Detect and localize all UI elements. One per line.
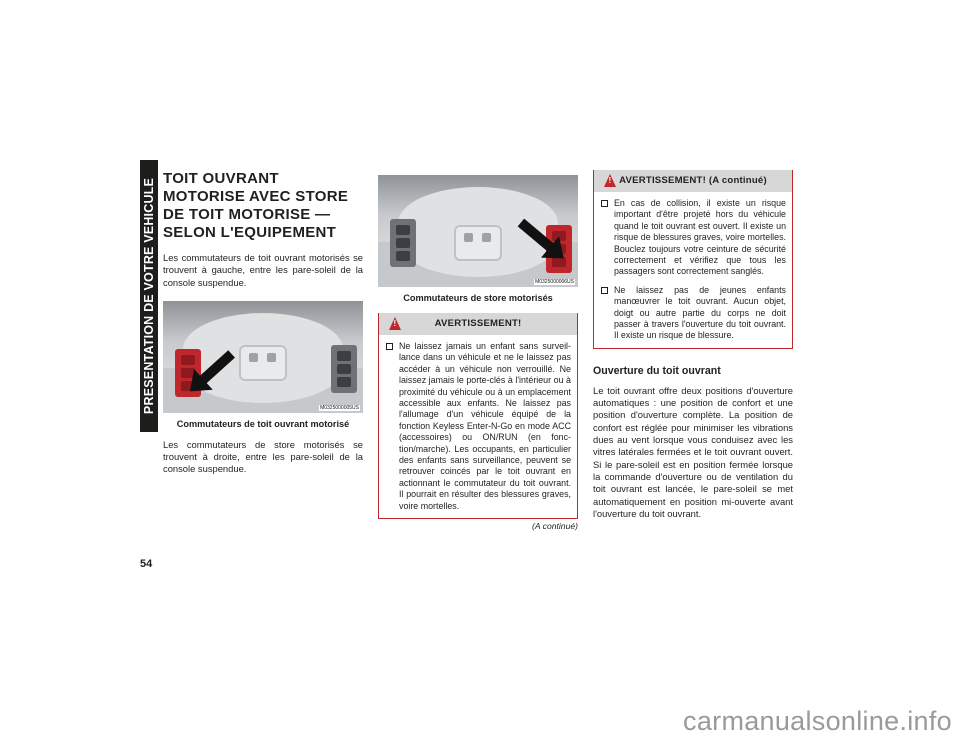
paragraph-sunroof-opening: Le toit ouvrant offre deux positions d'ouverture automatiques : une position de confort et une position d'ouverture complète. La position de confort est réglée pour minimiser les vibrations dues au vent lorsque vous conduisez avec les vitres latérales fermées et le toit ouvrant ouvert. Si le pare-soleil est en position fermée lorsque la commande d'ouverture ou de ventilation du toit ouvrant est lancée, le pare-soleil se met automatiquement en position mi-ouverte avant l'ouverture du toit ouvrant. [593,384,793,519]
figure-caption: Commutateurs de store motorisés [403,293,553,303]
warning-item: En cas de collision, il existe un risque important d'être projeté hors du véhicule quand le toit ouvrant est ouvert. Il existe un risque de blessures graves, voire mortelles. Bouclez toujours votre ceinture de sécurité correctement et vérifiez que tous les passagers sont correctement sanglés. [600,198,786,278]
warning-item: Ne laissez jamais un enfant sans surveillance dans un véhicule et ne le laissez pas accéder à un véhicule non verrouillé. Ne laissez jamais le porte-clés à l'intérieur ou à proximité du véhicule ou à un emplacement accessible aux enfants. Ne laissez pas l'allumage d'un véhicule équipé de la fonction Keyless Enter-N-Go en mode ACC (accessoires) ou ON/RUN (en fonction/marche). Les occupants, en particulier des enfants sans surveillance, peuvent se retrouver coincés par le toit ouvrant en actionnant le commutateur du toit ouvrant. Il pourrait en résulter des blessures graves, voire mortelles. [385,341,571,512]
warning-title: AVERTISSEMENT! [434,318,522,329]
shade-switches-photo [378,175,578,287]
paragraph-sunroof-switches: Les commutateurs de toit ouvrant motorisés se trouvent à gauche, entre les pare-soleil de la console suspendue. [163,252,363,288]
column-2 [378,175,578,531]
figure-code: M0325000006US [535,279,574,285]
continued-note: (A continué) [531,521,578,532]
checkbox-bullet-icon [601,287,608,294]
column-3 [593,170,793,520]
page-number: 54 [140,558,153,570]
subheading-sunroof-opening: Ouverture du toit ouvrant [593,364,721,377]
warning-header [379,313,577,335]
warning-title: AVERTISSEMENT! (A continué) [619,175,767,186]
checkbox-bullet-icon [601,200,608,207]
warning-box-continued [593,170,793,349]
sunroof-switches-photo [163,301,363,413]
paragraph-shade-switches: Les commutateurs de store motorisés se trouvent à droite, entre les pare-soleil de la console suspendue. [163,438,363,475]
watermark-link[interactable]: carmanualsonline.info [683,706,952,736]
warning-item: Ne laissez pas de jeunes enfants manœuvrer le toit ouvrant. Aucun objet, doigt ou autre partie du corps ne doit passer à travers l'ouverture du toit ouvrant. Il existe un risque de blessure. [600,285,786,342]
warning-box [378,313,578,519]
checkbox-bullet-icon [386,343,393,350]
section-title: TOIT OUVRANT MOTORISE AVEC STORE DE TOIT MOTORISE — SELON L'EQUIPEMENT [163,170,349,241]
section-side-tab [140,160,158,432]
section-side-tab-label: PRESENTATION DE VOTRE VEHICULE [142,177,156,415]
figure-caption: Commutateurs de toit ouvrant motorisé [176,418,350,429]
figure-code: M0325000005US [320,404,359,411]
column-1 [163,170,363,476]
warning-header [594,170,792,192]
